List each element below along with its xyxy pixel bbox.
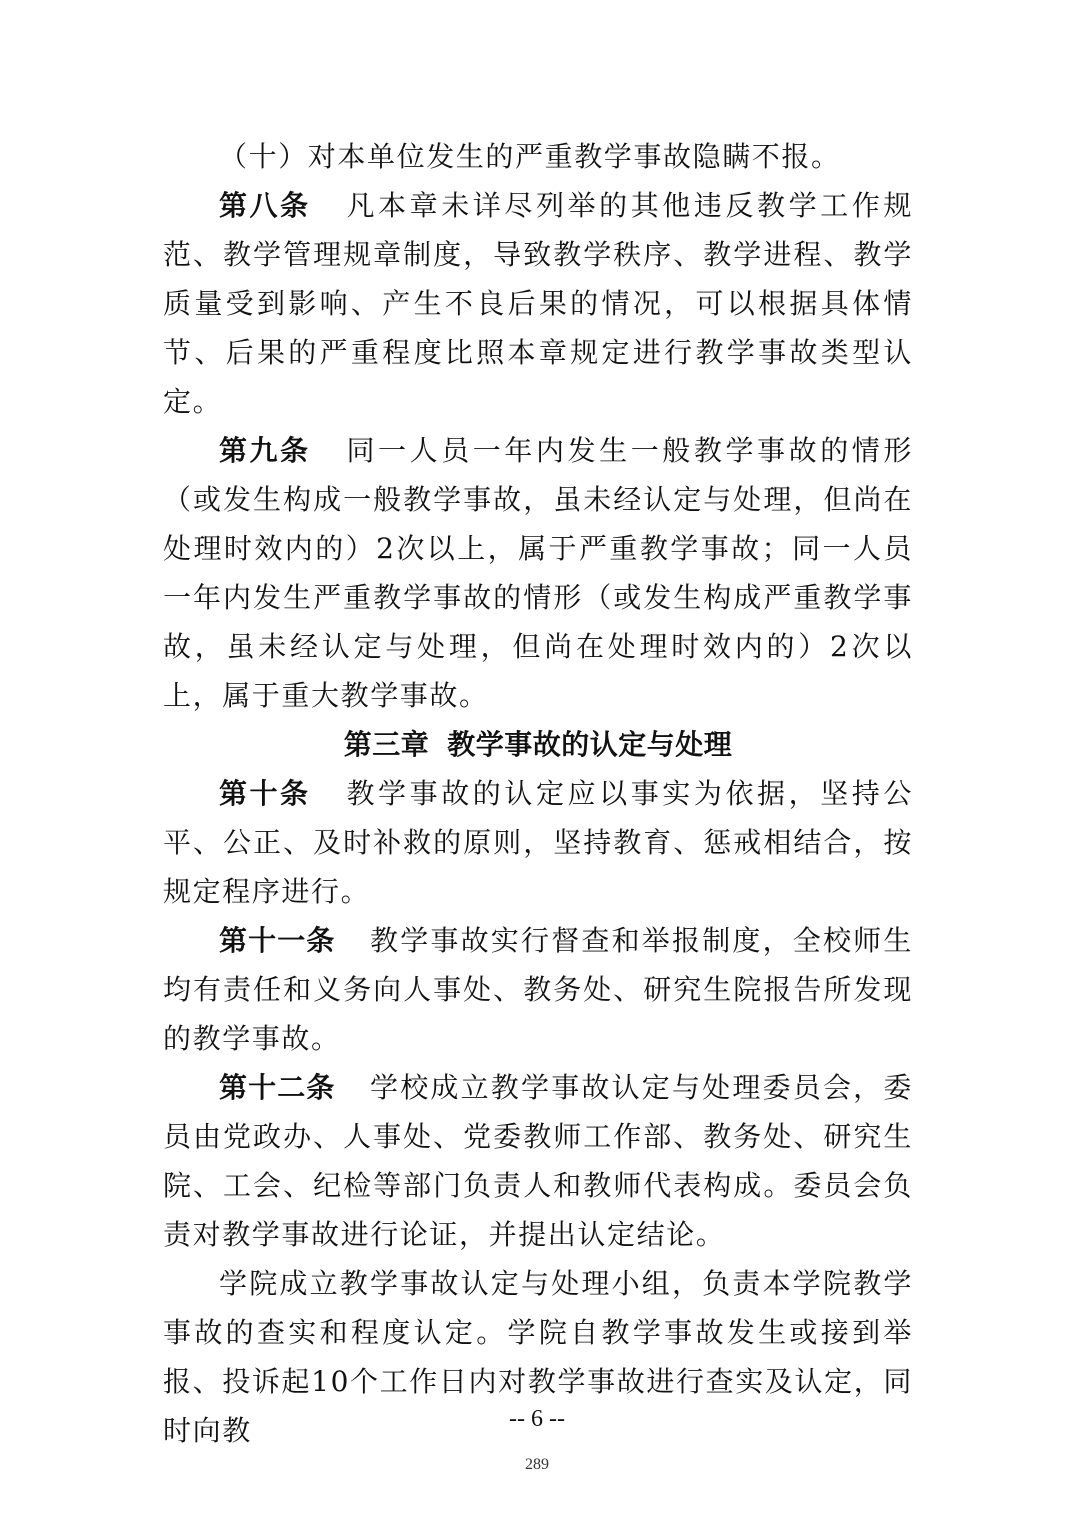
paragraph-item-ten — [163, 132, 913, 181]
article-heading: 第八条 — [219, 189, 311, 222]
article-10 — [163, 769, 913, 916]
article-text: 学校成立教学事故认定与处理委员会，委员由党政办、人事处、党委教师工作部、教务处、研究生院、工会、纪检等部门负责人和教师代表构成。委员会负责对教学事故进行论证，并提出认定结论。 — [163, 1071, 913, 1251]
chapter-heading — [163, 720, 913, 769]
article-text: 教学事故的认定应以事实为依据，坚持公平、公正、及时补救的原则，坚持教育、惩戒相结合，按规定程序进行。 — [163, 777, 913, 908]
article-11 — [163, 916, 913, 1063]
article-heading: 第九条 — [219, 434, 311, 467]
article-12 — [163, 1063, 913, 1259]
document-body — [163, 132, 913, 1455]
paragraph-text: 学院成立教学事故认定与处理小组，负责本学院教学事故的查实和程度认定。学院自教学事故发生或接到举报、投诉起10个工作日内对教学事故进行查实及认定，同时向教 — [163, 1267, 913, 1447]
article-heading: 第十二条 — [219, 1071, 336, 1104]
paragraph-text: （十）对本单位发生的严重教学事故隐瞒不报。 — [219, 140, 841, 173]
article-heading: 第十一条 — [219, 924, 336, 957]
chapter-number: 第三章 — [343, 728, 430, 761]
page-number: -- 6 -- — [509, 1406, 565, 1432]
chapter-title: 教学事故的认定与处理 — [447, 728, 733, 761]
article-8 — [163, 181, 913, 426]
article-text: 教学事故实行督查和举报制度，全校师生均有责任和义务向人事处、教务处、研究生院报告所发现的教学事故。 — [163, 924, 913, 1055]
article-heading: 第十条 — [219, 777, 311, 810]
sheet-number: 289 — [525, 1456, 549, 1473]
article-text: 凡本章未详尽列举的其他违反教学工作规范、教学管理规章制度，导致教学秩序、教学进程、教学质量受到影响、产生不良后果的情况，可以根据具体情节、后果的严重程度比照本章规定进行教学事故类型认定。 — [163, 189, 913, 418]
article-9 — [163, 426, 913, 720]
article-text: 同一人员一年内发生一般教学事故的情形（或发生构成一般教学事故，虽未经认定与处理，但尚在处理时效内的）2次以上，属于严重教学事故；同一人员一年内发生严重教学事故的情形（或发生构成严重教学事故，虽未经认定与处理，但尚在处理时效内的）2次以上，属于重大教学事故。 — [163, 434, 913, 712]
